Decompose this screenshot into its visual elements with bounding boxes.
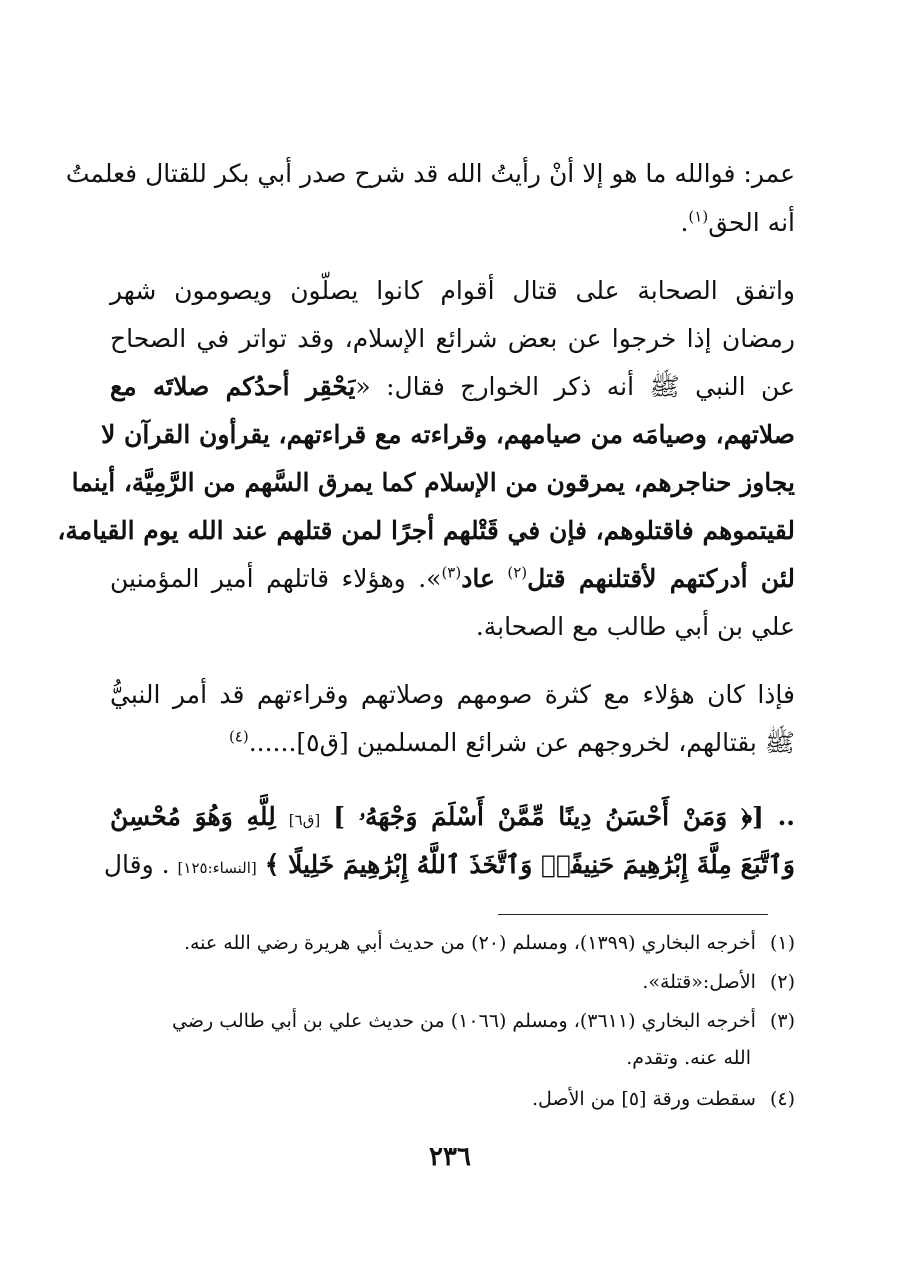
text-line-2: أنه الحق$^{(١)}$. xyxy=(680,207,795,237)
text-line-7: يجاوز حناجرهم، يمرقون من الإسلام كما يمرق السَّهم من الرَّمِيَّة، أينما xyxy=(71,468,795,497)
text-line-8: لقيتموهم فاقتلوهم، فإن في قَتْلهم أجرًا لمن قتلهم عند الله يوم القيامة، xyxy=(57,516,795,545)
quran-line-1: .. [﴿ وَمَنْ أَحْسَنُ دِينًا مِّمَّنْ أَسْلَمَ وَجْهَهُۥ ] [ق٦] لِلَّهِ وَهُوَ مُحْسِنٌ xyxy=(110,802,796,831)
footnote-3-cont: الله عنه. وتقدم. xyxy=(626,1047,751,1069)
text-line-1: عمر: فوالله ما هو إلا أنْ رأيتُ الله قد شرح صدر أبي بكر للقتال فعلمتُ xyxy=(65,159,795,188)
footnote-1: (١)أخرجه البخاري (١٣٩٩)، ومسلم (٢٠) من حديث أبي هريرة رضي الله عنه. xyxy=(183,932,795,954)
hadith-start: يَحْقِر أحدُكم صلاتَه مع xyxy=(110,372,356,401)
text-line-3: واتفق الصحابة على قتال أقوام كانوا يصلّون ويصومون شهر xyxy=(110,276,795,305)
text-line-12: ﷺ بقتالهم، لخروجهم عن شرائع المسلمين [ق٥]......$^{(٤)}$ xyxy=(228,727,795,757)
text-line-6: صلاتهم، وصيامَه من صيامهم، وقراءته مع قراءتهم، يقرأون القرآن لا xyxy=(101,420,795,449)
footnote-4: (٤)سقطت ورقة [٥] من الأصل. xyxy=(532,1088,795,1110)
text-line-10: علي بن أبي طالب مع الصحابة. xyxy=(475,612,795,641)
footnote-ref-3: (٣) xyxy=(441,563,462,582)
footnote-ref-4: (٤) xyxy=(228,727,249,746)
page-number: ٢٣٦ xyxy=(429,1142,471,1172)
quran-line-2: وَٱتَّبَعَ مِلَّةَ إِبْرَٰهِيمَ حَنِيفًاۗ وَٱتَّخَذَ ٱللَّهُ إِبْرَٰهِيمَ خَلِيلًا ﴾ [النساء:١٢٥] . وقال xyxy=(103,850,795,879)
text-line-11: فإذا كان هؤلاء مع كثرة صومهم وصلاتهم وقراءتهم قد أمر النبيُّ xyxy=(110,680,795,709)
text-line-5: عن النبي ﷺ أنه ذكر الخوارج فقال: «يَحْقِر أحدُكم صلاتَه مع xyxy=(110,372,795,401)
footnote-ref-1: (١) xyxy=(688,207,709,226)
footnote-divider xyxy=(498,914,768,915)
footnote-3: (٣)أخرجه البخاري (٣٦١١)، ومسلم (١٠٦٦) من حديث علي بن أبي طالب رضي xyxy=(172,1010,795,1032)
footnote-ref-2: (٢) xyxy=(507,563,528,582)
text-line-9: لئن أدركتهم لأقتلنهم قتل$^{(٢)}$ عاد$^{(٣)}$». وهؤلاء قاتلهم أمير المؤمنين xyxy=(110,563,795,593)
footnote-2: (٢)الأصل:«قتلة». xyxy=(642,971,795,993)
text-line-4: رمضان إذا خرجوا عن بعض شرائع الإسلام، وقد تواتر في الصحاح xyxy=(110,324,795,353)
